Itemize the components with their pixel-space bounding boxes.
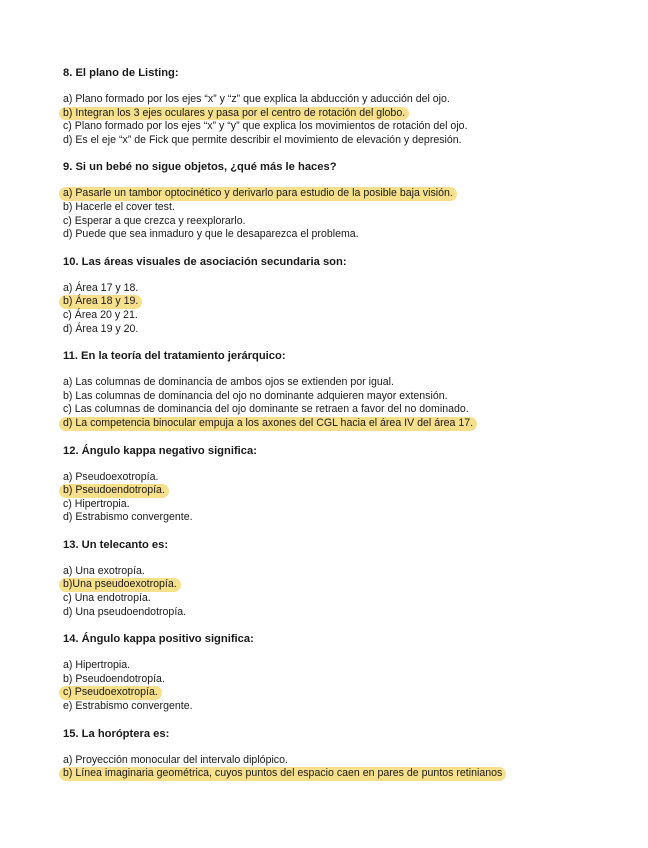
option-text: c) Hipertropia. [63, 497, 130, 510]
option-b [63, 107, 623, 121]
option-d [63, 323, 623, 337]
option-text: b)Una pseudoexotropía. [63, 578, 177, 591]
question-title: 8. El plano de Listing: [63, 67, 179, 79]
option-d [63, 134, 623, 148]
question-8 [63, 66, 623, 147]
question-10 [63, 255, 623, 336]
question-9 [63, 160, 623, 241]
option-a [63, 471, 623, 485]
option-text: b) Integran los 3 ejes oculares y pasa por el centro de rotación del globo. [63, 106, 406, 119]
option-text: d) Estrabismo convergente. [63, 511, 193, 524]
option-text: c) Esperar a que crezca y reexplorarlo. [63, 214, 246, 227]
option-c [63, 592, 623, 606]
option-text: b) Línea imaginaria geométrica, cuyos puntos del espacio caen en pares de puntos retinianos [63, 767, 503, 780]
option-text: b) Las columnas de dominancia del ojo no dominante adquieren mayor extensión. [63, 389, 448, 402]
option-text: a) Área 17 y 18. [63, 281, 139, 294]
option-b [63, 390, 623, 404]
option-text: d) Una pseudoendotropía. [63, 605, 187, 618]
option-b [63, 767, 623, 781]
option-a [63, 376, 623, 390]
option-text: e) Estrabismo convergente. [63, 700, 193, 713]
question-title: 12. Ángulo kappa negativo significa: [63, 444, 257, 457]
option-text: b) Pseudoendotropía. [63, 672, 165, 685]
question-title: 9. Si un bebé no sigue objetos, ¿qué más le haces? [63, 161, 337, 174]
option-b [63, 484, 623, 498]
option-text: c) Una endotropía. [63, 592, 151, 605]
option-text: a) Pasarle un tambor optocinético y derivarlo para estudio de la posible baja visión. [63, 187, 453, 200]
option-b [63, 578, 623, 592]
option-c [63, 309, 623, 323]
option-text: a) Pseudoexotropía. [63, 470, 159, 483]
option-d [63, 511, 623, 525]
question-11 [63, 349, 623, 430]
option-text: d) Área 19 y 20. [63, 322, 139, 335]
option-c [63, 120, 623, 134]
question-title: 11. En la teoría del tratamiento jerárquico: [63, 350, 286, 363]
option-a [63, 282, 623, 296]
option-a [63, 754, 623, 768]
option-c [63, 403, 623, 417]
option-c [63, 498, 623, 512]
option-b [63, 295, 623, 309]
option-b [63, 673, 623, 687]
option-b [63, 201, 623, 215]
option-d [63, 417, 623, 431]
exam-page [63, 66, 623, 781]
option-text: d) Es el eje “x” de Fick que permite describir el movimiento de elevación y depresión. [63, 133, 462, 146]
option-d [63, 228, 623, 242]
question-15 [63, 727, 623, 781]
question-title: 15. La horóptera es: [63, 727, 170, 740]
option-text: a) Proyección monocular del intervalo diplópico. [63, 753, 288, 766]
question-13 [63, 538, 623, 619]
option-d [63, 606, 623, 620]
option-text: a) Una exotropía. [63, 564, 145, 577]
option-text: c) Las columnas de dominancia del ojo dominante se retraen a favor del no dominado. [63, 403, 469, 416]
option-text: d) Puede que sea inmaduro y que le desaparezca el problema. [63, 228, 359, 241]
option-text: d) La competencia binocular empuja a los axones del CGL hacia el área IV del área 17. [63, 416, 474, 429]
option-text: c) Área 20 y 21. [63, 308, 138, 321]
option-a [63, 187, 623, 201]
option-e [63, 700, 623, 714]
option-a [63, 565, 623, 579]
option-text: c) Pseudoexotropía. [63, 686, 158, 699]
question-14 [63, 632, 623, 713]
question-title: 14. Ángulo kappa positivo significa: [63, 633, 254, 646]
option-text: a) Plano formado por los ejes “x” y “z” que explica la abducción y aducción del ojo. [63, 93, 450, 105]
option-c [63, 686, 623, 700]
question-title: 10. Las áreas visuales de asociación secundaria son: [63, 255, 347, 268]
option-text: a) Hipertropia. [63, 659, 131, 672]
question-12 [63, 444, 623, 525]
option-c [63, 215, 623, 229]
option-text: c) Plano formado por los ejes “x” y “y” que explica los movimientos de rotación del ojo. [63, 120, 468, 133]
option-text: a) Las columnas de dominancia de ambos ojos se extienden por igual. [63, 376, 394, 389]
option-a [63, 659, 623, 673]
option-text: b) Pseudoendotropía. [63, 484, 165, 497]
option-text: b) Área 18 y 19. [63, 295, 139, 308]
option-a [63, 93, 623, 107]
question-title: 13. Un telecanto es: [63, 538, 169, 551]
option-text: b) Hacerle el cover test. [63, 200, 175, 213]
